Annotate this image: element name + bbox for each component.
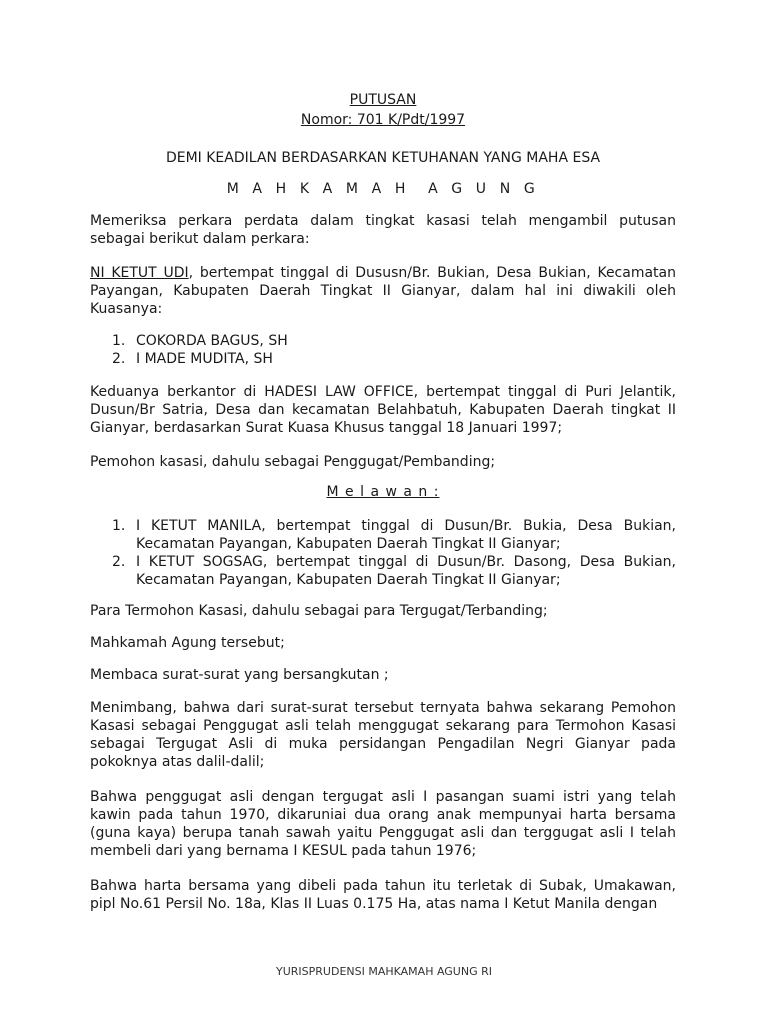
list-item: 2. I KETUT SOGSAG, bertempat tinggal di Dusun/Br. Dasong, Desa Bukian, Kecamatan Payangan, Kabupaten Daerah Tingkat II Gianyar;	[112, 554, 676, 588]
paragraph-pemohon: Pemohon kasasi, dahulu sebagai Penggugat/Pembanding;	[90, 454, 496, 470]
paragraph-membaca: Membaca surat-surat yang bersangkutan ;	[90, 667, 389, 683]
paragraph-law-office: Keduanya berkantor di HADESI LAW OFFICE, bertempat tinggal di Puri Jelantik, Dusun/Br Satria, Desa dan kecamatan Belahbatuh, Kabupaten Daerah tingkat II Gianyar, berdasarkan Surat Kuasa Khusus tanggal 18 Januari 1997;	[90, 384, 676, 436]
paragraph-mahkamah: Mahkamah Agung tersebut;	[90, 635, 285, 651]
document-title: PUTUSAN	[349, 92, 417, 108]
paragraph-termohon: Para Termohon Kasasi, dahulu sebagai para Tergugat/Terbanding;	[90, 603, 548, 619]
court-name: M A H K A M A H A G U N G	[226, 181, 540, 197]
paragraph-applicant	[90, 264, 676, 318]
demi-keadilan-heading: DEMI KEADILAN BERDASARKAN KETUHANAN YANG MAHA ESA	[165, 150, 601, 166]
document-number: Nomor: 701 K/Pdt/1997	[300, 112, 466, 128]
paragraph-harta-bersama: Bahwa penggugat asli dengan tergugat asli I pasangan suami istri yang telah kawin pada tahun 1970, dikaruniai dua orang anak mempunyai harta bersama (guna kaya) berupa tanah sawah yaitu Penggugat asli dan terggugat asli I telah membeli dari yang bernama I KESUL pada tahun 1976;	[90, 789, 676, 859]
respondent-list	[90, 517, 676, 589]
list-item: 1. COKORDA BAGUS, SH	[112, 333, 288, 349]
applicant-name: NI KETUT UDI	[90, 265, 189, 281]
paragraph-lokasi: Bahwa harta bersama yang dibeli pada tahun itu terletak di Subak, Umakawan, pipl No.61 Persil No. 18a, Klas II Luas 0.175 Ha, atas nama I Ketut Manila dengan	[90, 878, 676, 912]
applicant-details: , bertempat tinggal di Dususn/Br. Bukian, Desa Bukian, Kecamatan Payangan, Kabupaten Daerah Tingkat II Gianyar, dalam hal ini diwakili oleh Kuasanya:	[90, 265, 676, 317]
list-item: 1. I KETUT MANILA, bertempat tinggal di Dusun/Br. Bukia, Desa Bukian, Kecamatan Payangan, Kabupaten Daerah Tingkat II Gianyar;	[112, 518, 676, 552]
paragraph-intro: Memeriksa perkara perdata dalam tingkat kasasi telah mengambil putusan sebagai berikut dalam perkara:	[90, 213, 676, 247]
page-footer: YURISPRUDENSI MAHKAMAH AGUNG RI	[276, 965, 492, 978]
list-item: 2. I MADE MUDITA, SH	[112, 351, 273, 367]
melawan-heading: M e l a w a n :	[326, 484, 440, 500]
paragraph-menimbang: Menimbang, bahwa dari surat-surat tersebut ternyata bahwa sekarang Pemohon Kasasi sebagai Penggugat asli telah menggugat sekarang para Termohon Kasasi sebagai Tergugat Asli di muka persidangan Pengadilan Negri Gianyar pada pokoknya atas dalil-dalil;	[90, 700, 676, 770]
lawyer-list	[90, 332, 676, 368]
